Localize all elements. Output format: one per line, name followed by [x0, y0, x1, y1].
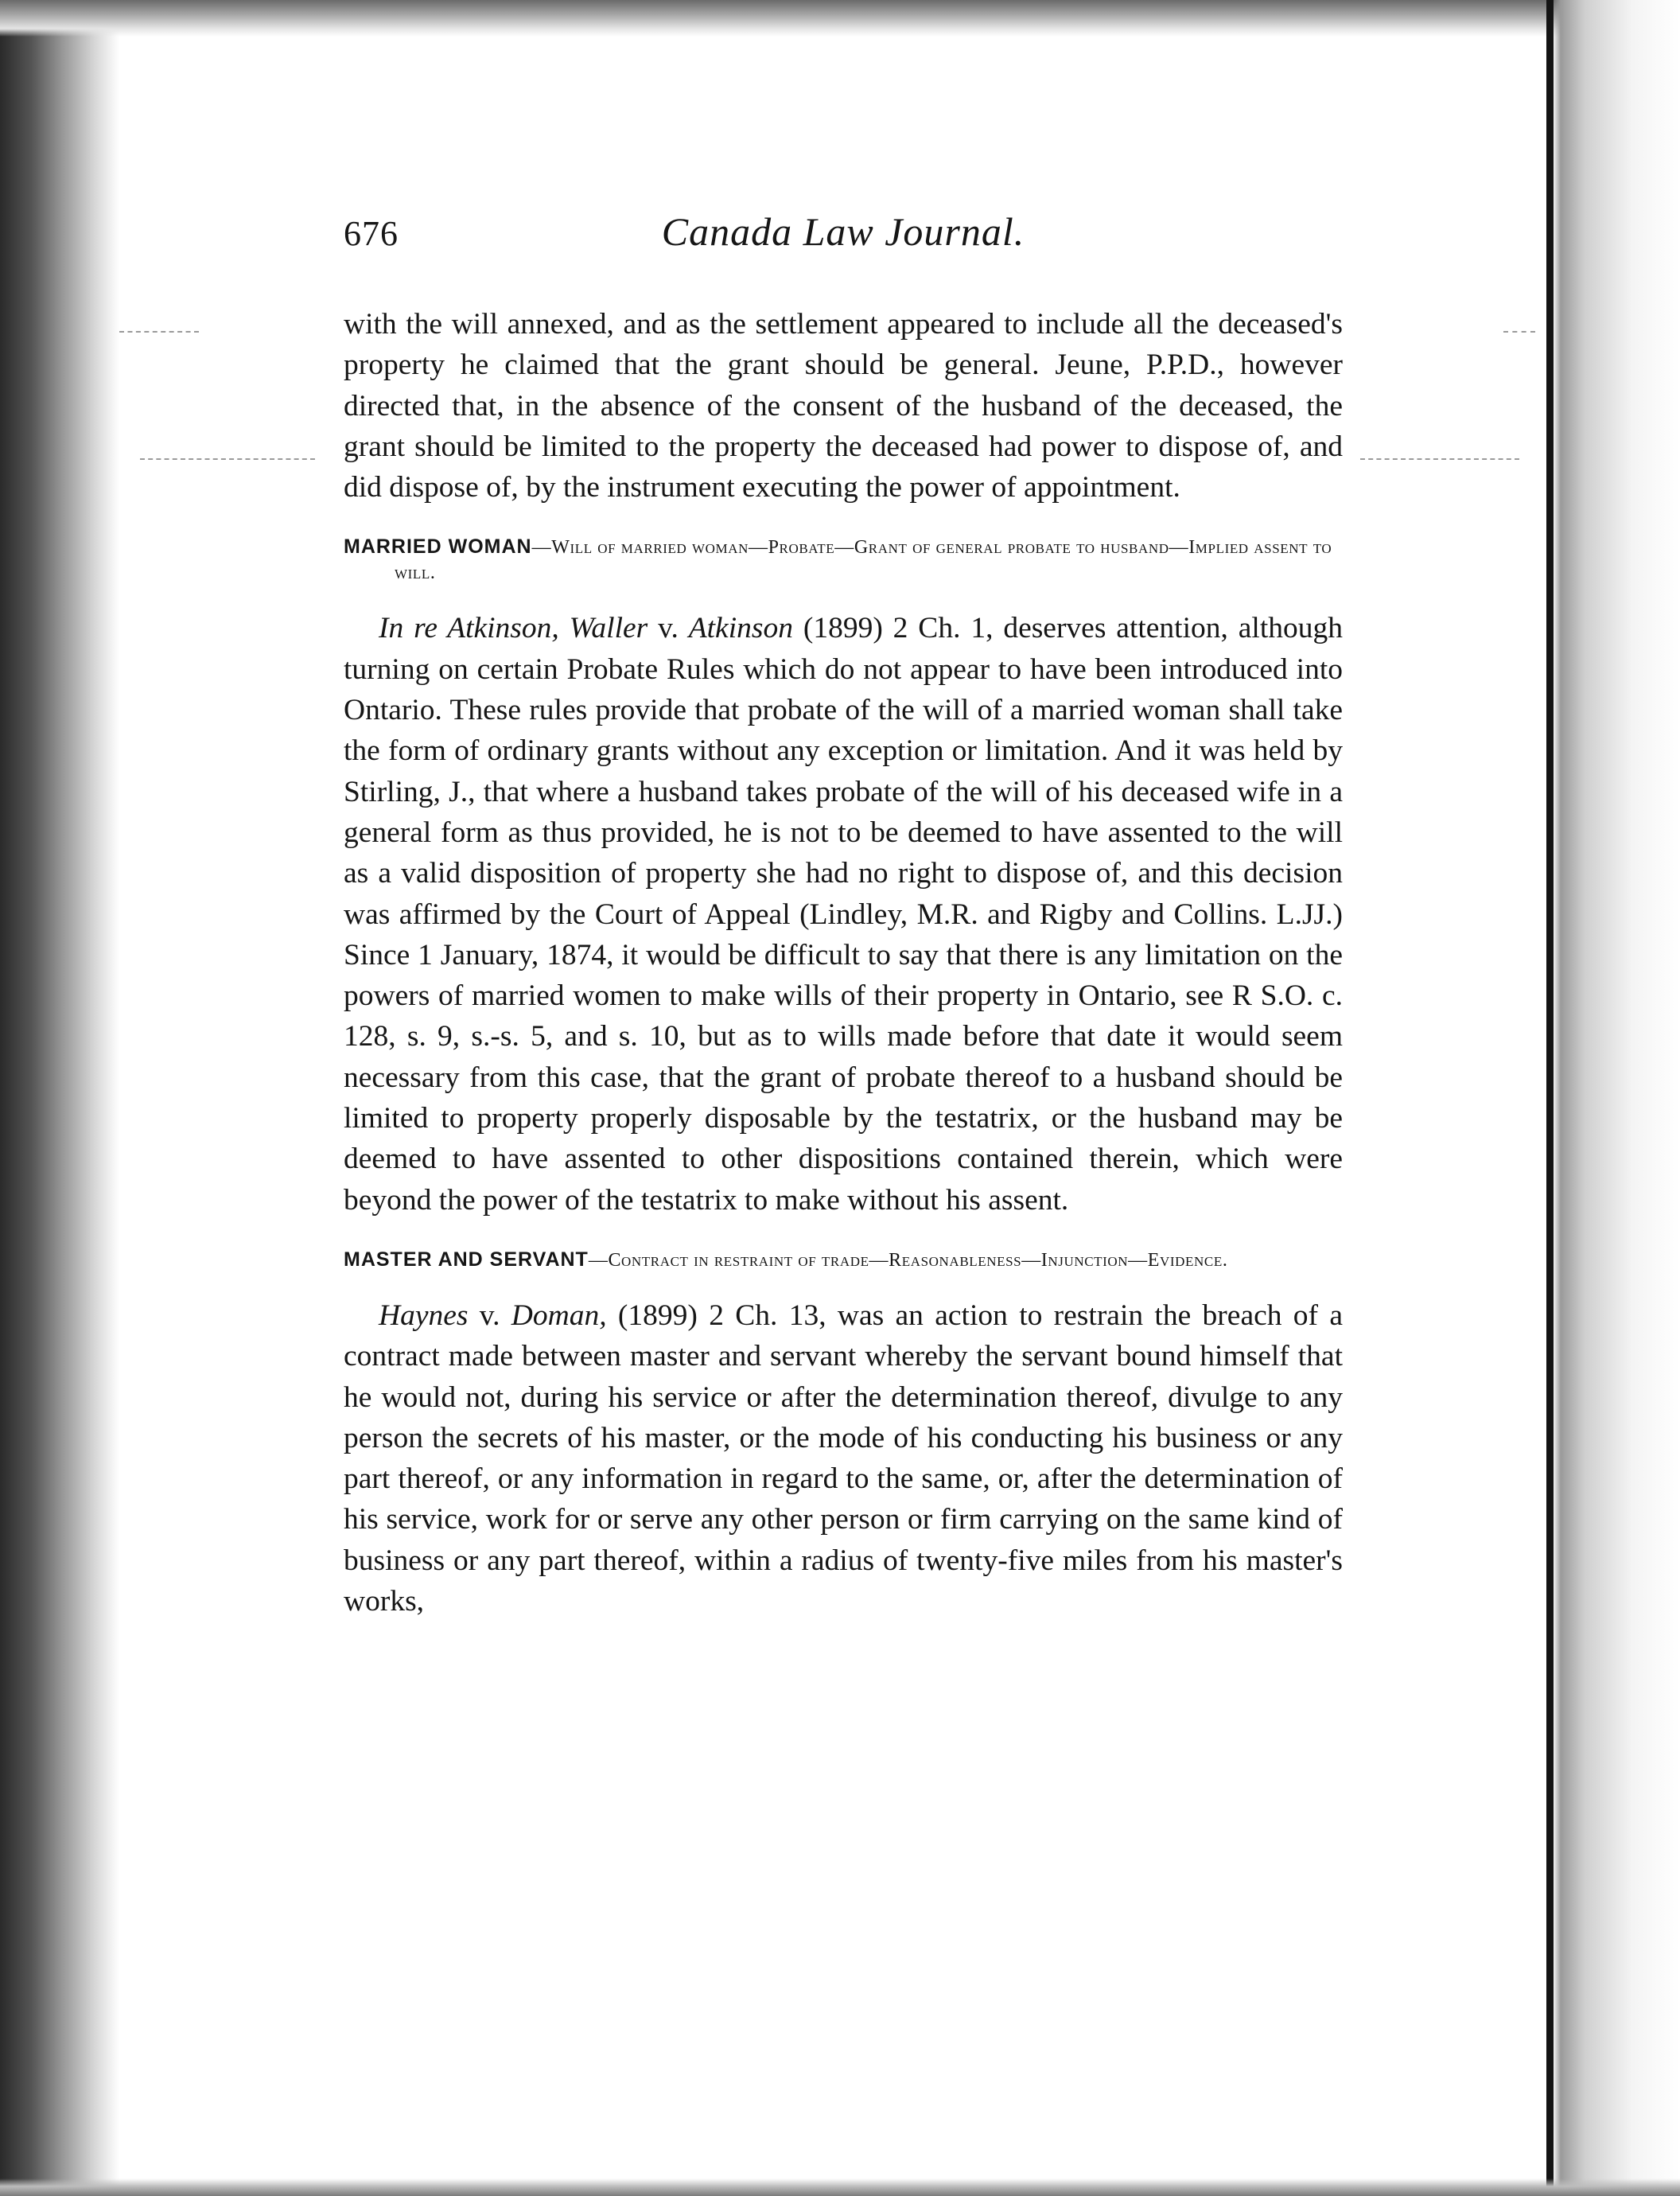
case-versus: v.: [468, 1299, 511, 1332]
section-heading-subject: —Will of married woman—Probate—Grant of general probate to husband—Implied assent to will.: [395, 537, 1332, 584]
scan-binding-shadow-left: [0, 0, 119, 2196]
scan-shadow-top: [0, 0, 1680, 37]
scan-page-edge-right: [1546, 0, 1554, 2196]
case-party: Doman,: [511, 1299, 607, 1332]
page-body: [344, 304, 1343, 1622]
section-heading-title: MASTER AND SERVANT: [344, 1248, 589, 1271]
page-number: 676: [344, 214, 399, 253]
case-paragraph-atkinson: [344, 608, 1343, 1220]
case-name: In re Atkinson, Waller: [379, 612, 648, 645]
case-body: (1899) 2 Ch. 1, deserves attention, although turning on certain Probate Rules which do not appear to have been introduced into Ontario. These rules provide that probate of the will of a married woman shall take the form of ordinary grants without any exception or limitation. And it was held by Stirling, J., that where a husband takes probate of the will of his deceased wife in a general form as thus provided, he is not to be deemed to have assented to the will as a valid disposition of property she had no right to dispose of, and this decision was affirmed by the Court of Appeal (Lindley, M.R. and Rigby and Collins. L.JJ.) Since 1 January, 1874, it would be difficult to say that there is any limitation on the powers of married women to make wills of their property in Ontario, see R S.O. c. 128, s. 9, s.-s. 5, and s. 10, but as to wills made before that date it would seem necessary from this case, that the grant of probate thereof to a husband should be limited to property properly disposable by the testatrix, or the husband may be deemed to have assented to other dispositions contained therein, which were beyond the power of the testatrix to make without his assent.: [344, 612, 1343, 1217]
case-body: (1899) 2 Ch. 13, was an action to restrain the breach of a contract made between master and servant whereby the servant bound himself that he would not, during his service or after the determination thereof, divulge to any person the secrets of his master, or the mode of his conducting his business or any part thereof, or any information in regard to the same, or, after the determination of his service, work for or serve any other person or firm carrying on the same kind of business or any part thereof, within a radius of twenty-five miles from his master's works,: [344, 1299, 1343, 1618]
case-paragraph-haynes: [344, 1295, 1343, 1622]
scan-margin-mark-left: [140, 458, 315, 460]
scan-margin-mark-right: [1360, 458, 1519, 460]
case-party: Atkinson: [688, 612, 793, 645]
section-heading-title: MARRIED WOMAN: [344, 535, 532, 559]
continued-paragraph: with the will annexed, and as the settlement appeared to include all the deceased's property he claimed that the grant should be general. Jeune, P.P.D., however directed that, in the absence of the consent of the husband of the deceased, the grant should be limited to the property the deceased had power to dispose of, and did dispose of, by the instrument executing the power of appointment.: [344, 308, 1343, 504]
case-versus: v.: [648, 612, 689, 645]
section-heading-married-woman: [344, 535, 1343, 586]
section-heading-master-servant: [344, 1248, 1343, 1273]
case-name: Haynes: [379, 1299, 469, 1332]
scan-margin-mark-right-2: [1503, 331, 1535, 333]
scan-shadow-bottom: [0, 2178, 1680, 2196]
page-header: [344, 208, 1343, 264]
section-heading-subject: —Contract in restraint of trade—Reasonableness—Injunction—Evidence.: [588, 1249, 1228, 1271]
scan-shadow-right: [1553, 0, 1680, 2196]
scan-margin-mark-left-2: [119, 331, 199, 333]
journal-title: Canada Law Journal.: [661, 209, 1025, 254]
